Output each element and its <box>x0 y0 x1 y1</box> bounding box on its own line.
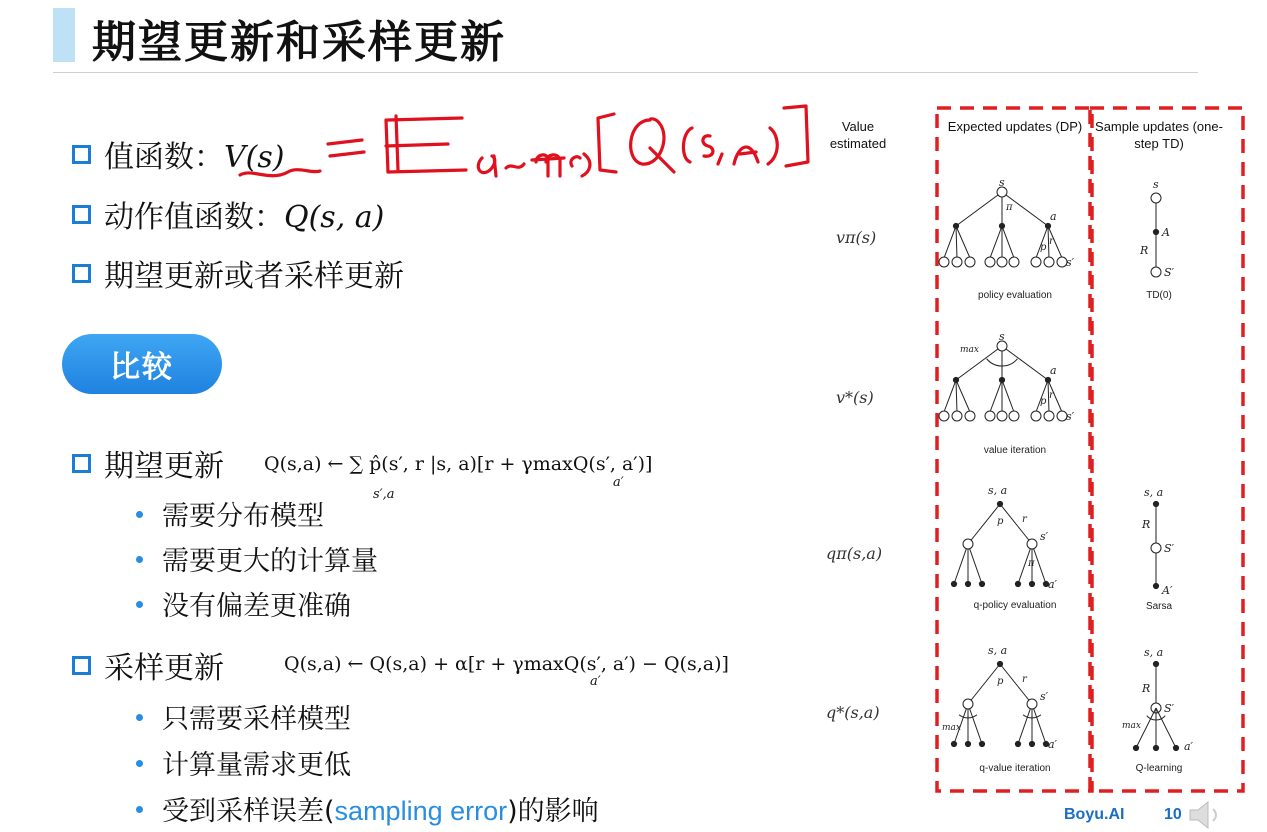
bullet-dot-icon <box>136 760 143 767</box>
action-node <box>1029 741 1034 746</box>
node-label: S′ <box>1164 542 1175 555</box>
slide-title: 期望更新和采样更新 <box>92 17 506 68</box>
state-node <box>985 411 995 421</box>
bullet-label: 值函数： <box>104 140 224 175</box>
bullet-label: 动作值函数： <box>104 200 284 235</box>
speaker-icon[interactable] <box>1186 800 1226 830</box>
node-label: a′ <box>1184 740 1194 753</box>
diagram-edge <box>954 544 968 584</box>
value-estimated-header: Value estimated <box>829 119 887 151</box>
state-node <box>963 539 973 549</box>
diagram-edge <box>956 192 1002 226</box>
node-label: s′ <box>1040 690 1049 703</box>
diagram-edge <box>968 504 1000 544</box>
state-node <box>1031 411 1041 421</box>
state-node <box>1031 257 1041 267</box>
value-label: qπ(s,a) <box>826 544 883 563</box>
state-node <box>997 257 1007 267</box>
bullet-square-icon <box>72 145 91 164</box>
diagram-caption: Q-learning <box>1135 763 1183 774</box>
diagram-edge <box>1000 664 1032 704</box>
diagram-edge <box>956 380 970 412</box>
node-label: s <box>999 330 1005 343</box>
bullet-math: Q(s, a) <box>284 200 385 235</box>
state-node <box>1027 539 1037 549</box>
diagram-edge <box>1032 704 1046 744</box>
action-node <box>1153 661 1158 666</box>
node-label: A <box>1162 226 1170 239</box>
page-number: 10 <box>1164 806 1182 823</box>
state-node <box>939 411 949 421</box>
diagram-edge <box>956 226 957 258</box>
bullet-dot-icon <box>136 511 143 518</box>
state-node <box>1009 411 1019 421</box>
node-label: s′ <box>1066 256 1075 269</box>
action-node <box>997 661 1002 666</box>
state-node <box>1151 543 1161 553</box>
expected-point: 没有偏差更准确 <box>162 591 351 622</box>
sample-updates-box <box>1090 108 1243 791</box>
action-node <box>1045 377 1050 382</box>
bullet-dot-icon <box>136 556 143 563</box>
brand-logo-text: Boyu.AI <box>1064 806 1125 823</box>
node-label: S′ <box>1164 702 1175 715</box>
action-node <box>997 501 1002 506</box>
node-label: s, a <box>988 484 1008 497</box>
compare-button[interactable]: 比较 <box>62 334 222 394</box>
state-node <box>1027 699 1037 709</box>
bullet-square-icon <box>72 454 91 473</box>
node-label: p <box>1040 396 1047 407</box>
diagram-edge <box>944 380 956 412</box>
bullet-square-icon <box>72 264 91 283</box>
node-label: a <box>1050 210 1057 223</box>
diagram-edge <box>990 380 1002 412</box>
action-node <box>953 223 958 228</box>
node-label: max <box>960 345 979 355</box>
diagram-caption: q-policy evaluation <box>973 600 1057 611</box>
state-node <box>965 257 975 267</box>
action-node <box>1029 581 1034 586</box>
point-text: 受到采样误差( <box>162 796 335 827</box>
title-divider <box>53 72 1198 73</box>
state-node <box>997 411 1007 421</box>
node-label: s′ <box>1040 530 1049 543</box>
action-node <box>1153 501 1158 506</box>
node-label: S′ <box>1164 266 1175 279</box>
point-term: sampling error <box>334 796 508 826</box>
node-label: r <box>1022 514 1027 525</box>
state-node <box>1151 193 1161 203</box>
node-label: max <box>942 723 961 733</box>
node-label: a′ <box>1048 738 1058 751</box>
node-label: A′ <box>1162 584 1173 597</box>
node-label: p <box>997 676 1004 687</box>
bullet-square-icon <box>72 656 91 675</box>
bullet-dot-icon <box>136 806 143 813</box>
sample-point: 计算量需求更低 <box>162 750 351 781</box>
state-node <box>985 257 995 267</box>
diagram-edge <box>990 226 1002 258</box>
max-subscript: a′ <box>590 674 601 689</box>
node-label: r <box>1022 674 1027 685</box>
node-label: s <box>999 176 1005 189</box>
state-node <box>939 257 949 267</box>
bullet-action-value-function <box>104 192 384 236</box>
bullet-math: V(s) <box>224 140 285 175</box>
action-node <box>1153 229 1158 234</box>
sample-updates-header: Sample updates (one-step TD) <box>1095 119 1223 151</box>
action-node <box>1015 741 1020 746</box>
sample-update-label: 采样更新 <box>104 651 224 686</box>
expected-point: 需要分布模型 <box>162 501 324 532</box>
action-node <box>1173 745 1178 750</box>
diagram-caption: q-value iteration <box>979 763 1051 774</box>
node-label: π <box>1006 202 1013 213</box>
state-node <box>1044 411 1054 421</box>
diagram-edge <box>944 226 956 258</box>
state-node <box>952 257 962 267</box>
node-label: r <box>1049 236 1054 247</box>
action-node <box>999 377 1004 382</box>
sample-point: 只需要采样模型 <box>162 704 351 735</box>
handwritten-annotation <box>230 92 820 187</box>
bullet-square-icon <box>72 205 91 224</box>
diagram-edge <box>956 380 957 412</box>
point-text: )的影响 <box>507 796 599 827</box>
expected-updates-header: Expected updates (DP) <box>947 119 1083 134</box>
diagram-edge <box>1002 226 1014 258</box>
bullet-dot-icon <box>136 601 143 608</box>
node-label: s <box>1153 178 1159 191</box>
action-node <box>1153 745 1158 750</box>
diagram-edge <box>1018 704 1032 744</box>
sample-update-formula: Q(s,a) ← Q(s,a) + α[r + γmaxQ(s′, a′) − Q(s,a)] <box>284 653 729 675</box>
sample-point <box>162 789 599 828</box>
diagram-edge <box>968 664 1000 704</box>
action-node <box>1015 581 1020 586</box>
node-label: s, a <box>988 644 1008 657</box>
node-label: s, a <box>1144 646 1164 659</box>
node-label: max <box>1122 721 1141 731</box>
diagram-edge <box>1002 346 1048 380</box>
diagram-edge <box>956 226 970 258</box>
action-node <box>965 581 970 586</box>
node-label: r <box>1049 390 1054 401</box>
node-label: s, a <box>1144 486 1164 499</box>
diagram-caption: Sarsa <box>1145 601 1173 612</box>
action-node <box>1153 583 1158 588</box>
bullet-dot-icon <box>136 714 143 721</box>
expected-update-label: 期望更新 <box>104 449 224 484</box>
state-node <box>952 411 962 421</box>
state-node <box>1044 257 1054 267</box>
action-node <box>979 581 984 586</box>
title-accent-bar <box>53 8 75 62</box>
node-label: s′ <box>1066 410 1075 423</box>
node-label: π <box>1028 558 1035 569</box>
action-node <box>979 741 984 746</box>
max-subscript: a′ <box>613 475 624 490</box>
action-node <box>951 581 956 586</box>
node-label: a′ <box>1048 578 1058 591</box>
value-label: q*(s,a) <box>826 703 880 722</box>
action-node <box>951 741 956 746</box>
expected-update-formula: Q(s,a) ← ∑ p̂(s′, r |s, a)[r + γmaxQ(s′, a′)] <box>264 453 653 475</box>
action-node <box>999 223 1004 228</box>
action-node <box>1045 223 1050 228</box>
diagram-caption: TD(0) <box>1146 290 1172 301</box>
expected-point: 需要更大的计算量 <box>162 546 378 577</box>
diagram-caption: value iteration <box>983 445 1047 456</box>
diagram-edge <box>1000 504 1032 544</box>
value-label: vπ(s) <box>836 228 877 247</box>
action-node <box>1133 745 1138 750</box>
sum-subscript: s′,a <box>373 487 395 502</box>
state-node <box>963 699 973 709</box>
diagram-edge <box>968 704 982 744</box>
diagram-edge <box>968 544 982 584</box>
node-label: R <box>1142 682 1151 695</box>
bullet-expected-or-sample: 期望更新或者采样更新 <box>104 259 404 294</box>
state-node <box>965 411 975 421</box>
action-node <box>965 741 970 746</box>
node-label: R <box>1142 518 1151 531</box>
node-label: p <box>997 516 1004 527</box>
node-label: a <box>1050 364 1057 377</box>
state-node <box>1009 257 1019 267</box>
node-label: p <box>1040 242 1047 253</box>
action-node <box>953 377 958 382</box>
diagram-edge <box>1002 380 1014 412</box>
node-label: R <box>1140 244 1149 257</box>
state-node <box>1151 267 1161 277</box>
value-label: v*(s) <box>836 388 874 407</box>
diagram-caption: policy evaluation <box>978 290 1052 301</box>
